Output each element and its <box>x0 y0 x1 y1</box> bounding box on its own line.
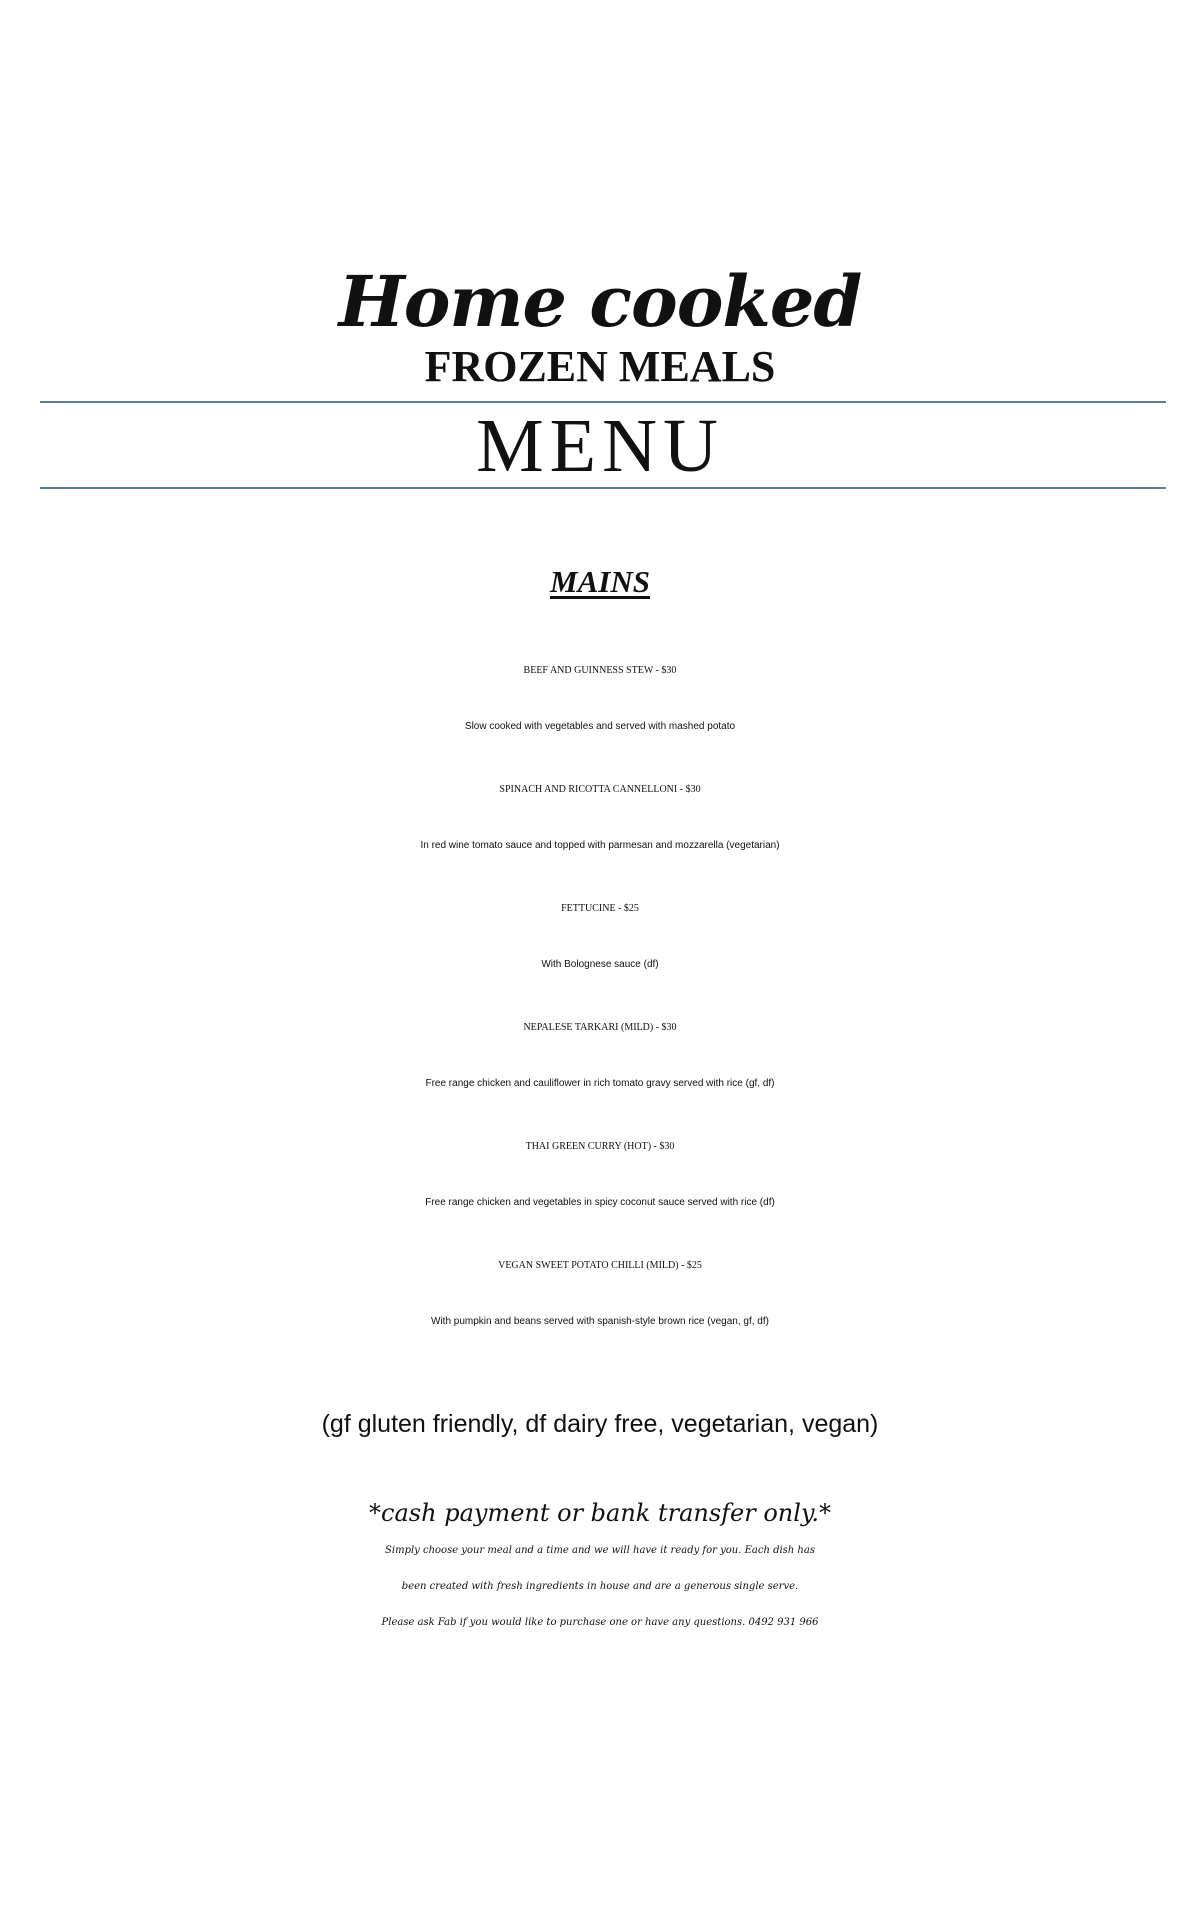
dish-name: SPINACH AND RICOTTA CANNELLONI - $30 <box>499 784 701 795</box>
dish-name: VEGAN SWEET POTATO CHILLI (MILD) - $25 <box>498 1260 702 1271</box>
dish-name: BEEF AND GUINNESS STEW - $30 <box>523 665 677 676</box>
info-line: been created with fresh ingredients in house and are a generous single serve. <box>401 1581 799 1592</box>
dish-description: Free range chicken and cauliflower in rich tomato gravy served with rice (gf, df) <box>425 1078 775 1089</box>
section-heading-mains: MAINS <box>550 564 650 599</box>
info-line: Please ask Fab if you would like to purchase one or have any questions. 0492 931 966 <box>381 1617 819 1628</box>
info-line: Simply choose your meal and a time and we will have it ready for you. Each dish has <box>385 1545 815 1556</box>
dish-description: With Bolognese sauce (df) <box>541 959 659 970</box>
bottom-divider <box>40 487 1166 489</box>
menu-subtitle: FROZEN MEALS <box>424 342 776 391</box>
menu-heading: MENU <box>476 404 724 488</box>
dish-description: Free range chicken and vegetables in spicy coconut sauce served with rice (df) <box>425 1197 775 1208</box>
dish-name: FETTUCINE - $25 <box>561 903 639 914</box>
dish-description: In red wine tomato sauce and topped with parmesan and mozzarella (vegetarian) <box>420 840 780 851</box>
dietary-legend: (gf gluten friendly, df dairy free, vegetarian, vegan) <box>321 1410 879 1438</box>
top-divider <box>40 401 1166 403</box>
dish-name: THAI GREEN CURRY (HOT) - $30 <box>525 1141 675 1152</box>
dish-name: NEPALESE TARKARI (MILD) - $30 <box>523 1022 677 1033</box>
menu-title: Home cooked <box>338 260 862 343</box>
dish-description: Slow cooked with vegetables and served with mashed potato <box>464 721 736 732</box>
dish-description: With pumpkin and beans served with spanish-style brown rice (vegan, gf, df) <box>431 1316 769 1327</box>
payment-note: *cash payment or bank transfer only.* <box>369 1499 831 1527</box>
